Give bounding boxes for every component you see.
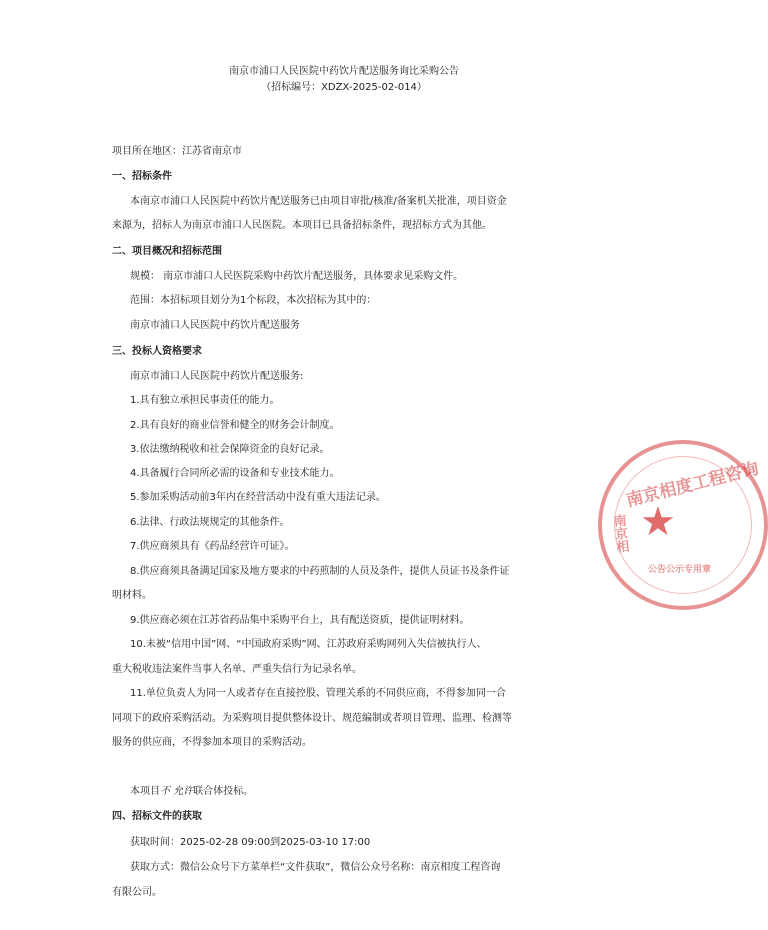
paragraph-tender-conditions-cont: 来源为，招标人为南京市浦口人民医院。本项目已具备招标条件，现招标方式为其他。 xyxy=(112,220,492,231)
project-region: 项目所在地区：江苏省南京市 xyxy=(112,146,242,157)
project-scope: 范围：本招标项目划分为1个标段，本次招标为其中的： xyxy=(130,295,377,306)
qualification-item: 10.未被“信用中国”网、“中国政府采购”网、江苏政府采购网列入失信被执行人、 xyxy=(130,639,487,650)
joint-bid-pre: 本项目 xyxy=(130,786,160,797)
qualification-item: 1.具有独立承担民事责任的能力。 xyxy=(130,395,280,406)
qualification-item: 3.依法缴纳税收和社会保障资金的良好记录。 xyxy=(130,444,330,455)
qualification-item: 8.供应商须具备满足国家及地方要求的中药煎制的人员及条件，提供人员证书及条件证 xyxy=(130,566,510,577)
qualification-item: 4.具备履行合同所必需的设备和专业技术能力。 xyxy=(130,468,340,479)
qualification-item-cont: 重大税收违法案件当事人名单、严重失信行为记录名单。 xyxy=(112,664,362,675)
acquisition-time: 获取时间：2025-02-28 09:00到2025-03-10 17:00 xyxy=(130,837,371,848)
qualification-item-cont: 服务的供应商，不得参加本项目的采购活动。 xyxy=(112,737,312,748)
acquisition-method: 获取方式：微信公众号下方菜单栏“文件获取”，微信公众号名称：南京相度工程咨询 xyxy=(130,862,501,873)
qualification-item: 5.参加采购活动前3年内在经营活动中没有重大违法记录。 xyxy=(130,492,386,503)
joint-bid-emphasis: 不 允许 xyxy=(160,786,194,797)
seal-name-arc: 南京相度工程咨询 xyxy=(624,458,762,512)
paragraph-tender-conditions: 本南京市浦口人民医院中药饮片配送服务已由项目审批/核准/备案机关批准，项目资金 xyxy=(130,196,507,207)
qualification-item: 11.单位负责人为同一人或者存在直接控股、管理关系的不同供应商，不得参加同一合 xyxy=(130,688,506,699)
star-icon: ★ xyxy=(640,499,676,545)
joint-bid-post: 联合体投标。 xyxy=(193,786,254,797)
project-scale: 规模： 南京市浦口人民医院采购中药饮片配送服务，具体要求见采购文件。 xyxy=(130,271,464,282)
company-seal xyxy=(598,440,768,610)
qualification-item: 6.法律、行政法规规定的其他条件。 xyxy=(130,517,290,528)
section-heading-4: 四、招标文件的获取 xyxy=(112,811,202,822)
seal-purpose: 公告公示专用章 xyxy=(648,565,712,575)
tender-number: （招标编号：XDZX-2025-02-014） xyxy=(261,82,427,93)
section-heading-1: 一、招标条件 xyxy=(112,171,172,182)
qualification-item: 2.具有良好的商业信誉和健全的财务会计制度。 xyxy=(130,420,340,431)
seal-name-side: 南京相 xyxy=(610,513,629,554)
qualification-item: 9.供应商必须在江苏省药品集中采购平台上，具有配送资质，提供证明材料。 xyxy=(130,615,470,626)
document-title: 南京市浦口人民医院中药饮片配送服务询比采购公告 xyxy=(229,66,459,77)
qualification-item: 7.供应商须具有《药品经营许可证》。 xyxy=(130,541,295,552)
qualification-item-cont: 同项下的政府采购活动。为采购项目提供整体设计、规范编制或者项目管理、监理、检测等 xyxy=(112,713,512,724)
project-lot: 南京市浦口人民医院中药饮片配送服务 xyxy=(130,320,300,331)
acquisition-method-cont: 有限公司。 xyxy=(112,887,162,898)
joint-bid-statement xyxy=(130,785,253,799)
qualification-intro: 南京市浦口人民医院中药饮片配送服务: xyxy=(130,371,304,382)
qualification-item-cont: 明材料。 xyxy=(112,590,152,601)
section-heading-3: 三、投标人资格要求 xyxy=(112,346,202,357)
section-heading-2: 二、项目概况和招标范围 xyxy=(112,246,222,257)
